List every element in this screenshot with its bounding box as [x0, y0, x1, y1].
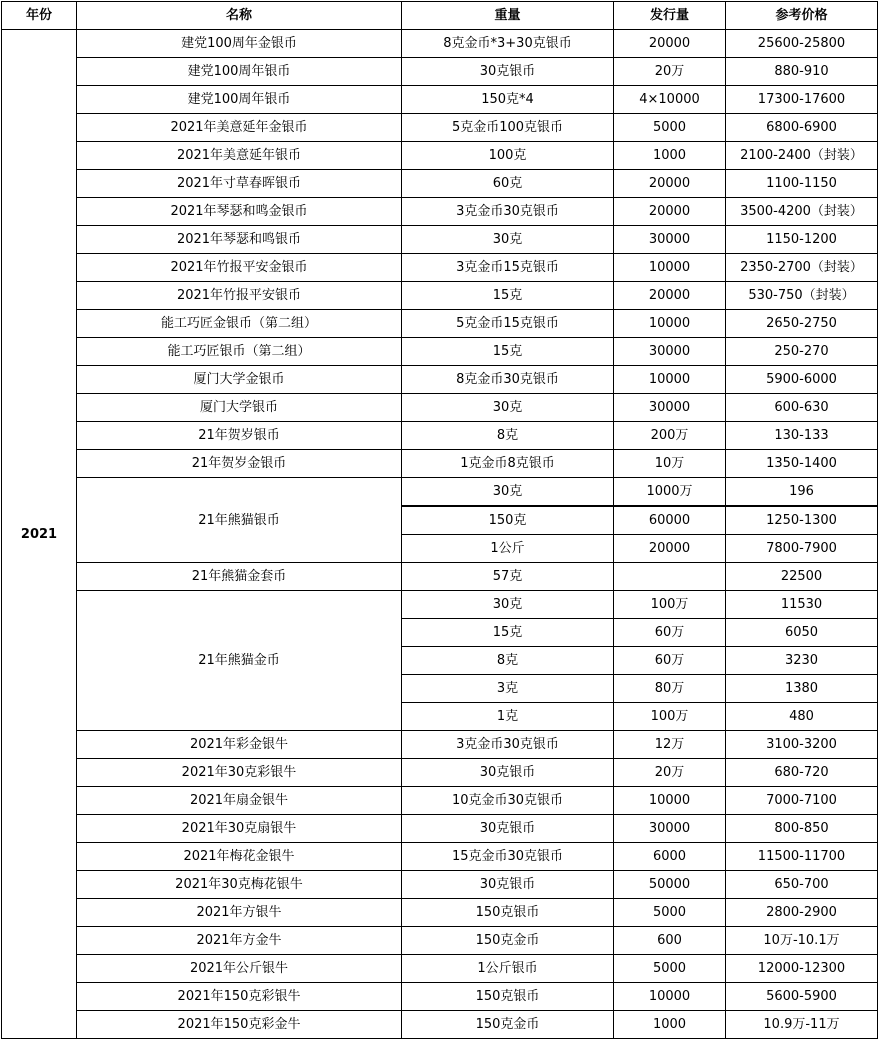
coin-price-cell: 480	[726, 703, 878, 731]
coin-weight-cell: 1公斤	[402, 535, 614, 563]
coin-mintage-cell: 10000	[614, 254, 726, 282]
coin-price-cell: 196	[726, 478, 878, 507]
coin-name-cell: 2021年30克梅花银牛	[77, 871, 402, 899]
coin-name-cell: 建党100周年银币	[77, 86, 402, 114]
coin-price-cell: 2800-2900	[726, 899, 878, 927]
coin-name-cell: 2021年彩金银牛	[77, 731, 402, 759]
coin-weight-cell: 8克	[402, 647, 614, 675]
table-row	[2, 843, 878, 871]
coin-weight-cell: 3克	[402, 675, 614, 703]
coin-price-cell: 7800-7900	[726, 535, 878, 563]
coin-price-cell: 7000-7100	[726, 787, 878, 815]
coin-price-cell: 3230	[726, 647, 878, 675]
coin-mintage-cell: 10000	[614, 787, 726, 815]
table-row	[2, 815, 878, 843]
table-row	[2, 731, 878, 759]
table-header-row	[2, 2, 878, 30]
table-row	[2, 254, 878, 282]
coin-price-cell: 5600-5900	[726, 983, 878, 1011]
coin-name-cell: 能工巧匠银币（第二组）	[77, 338, 402, 366]
coin-price-table	[1, 1, 878, 1039]
table-row	[2, 310, 878, 338]
coin-mintage-cell: 1000	[614, 142, 726, 170]
coin-weight-cell: 1克	[402, 703, 614, 731]
coin-weight-cell: 5克金币100克银币	[402, 114, 614, 142]
coin-mintage-cell: 6000	[614, 843, 726, 871]
coin-weight-cell: 150克金币	[402, 1011, 614, 1039]
table-body	[2, 30, 878, 1039]
coin-name-cell: 建党100周年金银币	[77, 30, 402, 58]
coin-price-cell: 2100-2400（封装）	[726, 142, 878, 170]
table-row	[2, 114, 878, 142]
coin-weight-cell: 30克	[402, 226, 614, 254]
coin-name-cell: 2021年扇金银牛	[77, 787, 402, 815]
coin-name-cell: 21年熊猫金套币	[77, 563, 402, 591]
coin-mintage-cell: 30000	[614, 815, 726, 843]
table-row	[2, 983, 878, 1011]
coin-price-cell: 530-750（封装）	[726, 282, 878, 310]
coin-price-cell: 800-850	[726, 815, 878, 843]
coin-weight-cell: 3克金币30克银币	[402, 731, 614, 759]
coin-name-cell: 21年熊猫金币	[77, 591, 402, 731]
coin-mintage-cell: 10000	[614, 310, 726, 338]
coin-price-cell: 25600-25800	[726, 30, 878, 58]
coin-price-cell: 3100-3200	[726, 731, 878, 759]
coin-price-cell: 880-910	[726, 58, 878, 86]
coin-price-cell: 6800-6900	[726, 114, 878, 142]
coin-price-cell: 130-133	[726, 422, 878, 450]
coin-mintage-cell: 5000	[614, 899, 726, 927]
table-row	[2, 422, 878, 450]
coin-weight-cell: 150克银币	[402, 899, 614, 927]
coin-price-cell: 1380	[726, 675, 878, 703]
coin-mintage-cell: 1000万	[614, 478, 726, 507]
coin-name-cell: 2021年方银牛	[77, 899, 402, 927]
coin-weight-cell: 30克	[402, 478, 614, 507]
coin-mintage-cell: 100万	[614, 591, 726, 619]
coin-mintage-cell: 50000	[614, 871, 726, 899]
coin-weight-cell: 5克金币15克银币	[402, 310, 614, 338]
table-row	[2, 927, 878, 955]
coin-mintage-cell: 60000	[614, 506, 726, 535]
coin-weight-cell: 15克	[402, 282, 614, 310]
table-row	[2, 563, 878, 591]
coin-name-cell: 2021年150克彩金牛	[77, 1011, 402, 1039]
coin-weight-cell: 30克银币	[402, 759, 614, 787]
coin-mintage-cell: 100万	[614, 703, 726, 731]
coin-price-cell: 1250-1300	[726, 506, 878, 535]
table-row	[2, 394, 878, 422]
coin-mintage-cell: 30000	[614, 226, 726, 254]
coin-name-cell: 2021年30克扇银牛	[77, 815, 402, 843]
coin-weight-cell: 10克金币30克银币	[402, 787, 614, 815]
coin-price-cell: 2350-2700（封装）	[726, 254, 878, 282]
coin-price-cell: 10.9万-11万	[726, 1011, 878, 1039]
coin-name-cell: 21年贺岁银币	[77, 422, 402, 450]
header-year: 年份	[2, 2, 77, 30]
coin-name-cell: 2021年美意延年金银币	[77, 114, 402, 142]
coin-weight-cell: 60克	[402, 170, 614, 198]
coin-mintage-cell: 200万	[614, 422, 726, 450]
coin-weight-cell: 30克	[402, 394, 614, 422]
table-row	[2, 787, 878, 815]
coin-weight-cell: 15克	[402, 619, 614, 647]
coin-price-cell: 17300-17600	[726, 86, 878, 114]
coin-mintage-cell: 4×10000	[614, 86, 726, 114]
table-row	[2, 899, 878, 927]
year-cell: 2021	[2, 30, 77, 1039]
coin-name-cell: 2021年美意延年银币	[77, 142, 402, 170]
coin-price-cell: 600-630	[726, 394, 878, 422]
coin-name-cell: 2021年150克彩银牛	[77, 983, 402, 1011]
table-row	[2, 86, 878, 114]
coin-price-cell: 11500-11700	[726, 843, 878, 871]
coin-weight-cell: 8克	[402, 422, 614, 450]
coin-weight-cell: 1公斤银币	[402, 955, 614, 983]
coin-mintage-cell	[614, 563, 726, 591]
coin-weight-cell: 150克*4	[402, 86, 614, 114]
coin-weight-cell: 3克金币30克银币	[402, 198, 614, 226]
header-price: 参考价格	[726, 2, 878, 30]
coin-weight-cell: 15克	[402, 338, 614, 366]
coin-price-cell: 11530	[726, 591, 878, 619]
table-row	[2, 759, 878, 787]
coin-mintage-cell: 20000	[614, 30, 726, 58]
coin-mintage-cell: 10万	[614, 450, 726, 478]
coin-price-cell: 10万-10.1万	[726, 927, 878, 955]
coin-mintage-cell: 20万	[614, 759, 726, 787]
table-row	[2, 366, 878, 394]
coin-price-cell: 1150-1200	[726, 226, 878, 254]
coin-price-cell: 1100-1150	[726, 170, 878, 198]
coin-mintage-cell: 1000	[614, 1011, 726, 1039]
coin-name-cell: 2021年琴瑟和鸣银币	[77, 226, 402, 254]
coin-weight-cell: 30克银币	[402, 815, 614, 843]
coin-weight-cell: 30克	[402, 591, 614, 619]
coin-name-cell: 2021年寸草春晖银币	[77, 170, 402, 198]
coin-price-cell: 3500-4200（封装）	[726, 198, 878, 226]
coin-price-cell: 250-270	[726, 338, 878, 366]
coin-mintage-cell: 30000	[614, 394, 726, 422]
coin-mintage-cell: 12万	[614, 731, 726, 759]
coin-weight-cell: 150克	[402, 506, 614, 535]
coin-mintage-cell: 20000	[614, 198, 726, 226]
coin-price-cell: 1350-1400	[726, 450, 878, 478]
coin-name-cell: 厦门大学银币	[77, 394, 402, 422]
coin-name-cell: 2021年30克彩银牛	[77, 759, 402, 787]
coin-weight-cell: 150克银币	[402, 983, 614, 1011]
coin-weight-cell: 100克	[402, 142, 614, 170]
coin-name-cell: 2021年竹报平安金银币	[77, 254, 402, 282]
coin-name-cell: 2021年公斤银牛	[77, 955, 402, 983]
coin-name-cell: 21年贺岁金银币	[77, 450, 402, 478]
coin-name-cell: 能工巧匠金银币（第二组）	[77, 310, 402, 338]
coin-weight-cell: 57克	[402, 563, 614, 591]
coin-price-cell: 22500	[726, 563, 878, 591]
coin-mintage-cell: 20000	[614, 170, 726, 198]
table-row	[2, 450, 878, 478]
coin-weight-cell: 30克银币	[402, 871, 614, 899]
coin-price-cell: 12000-12300	[726, 955, 878, 983]
coin-mintage-cell: 5000	[614, 114, 726, 142]
coin-weight-cell: 3克金币15克银币	[402, 254, 614, 282]
coin-price-cell: 680-720	[726, 759, 878, 787]
coin-mintage-cell: 20000	[614, 282, 726, 310]
table-row	[2, 282, 878, 310]
coin-name-cell: 2021年方金牛	[77, 927, 402, 955]
coin-price-cell: 650-700	[726, 871, 878, 899]
header-weight: 重量	[402, 2, 614, 30]
table-row	[2, 338, 878, 366]
coin-mintage-cell: 60万	[614, 619, 726, 647]
coin-mintage-cell: 20000	[614, 535, 726, 563]
coin-mintage-cell: 80万	[614, 675, 726, 703]
coin-name-cell: 建党100周年银币	[77, 58, 402, 86]
table-row	[2, 871, 878, 899]
coin-name-cell: 2021年梅花金银牛	[77, 843, 402, 871]
coin-weight-cell: 1克金币8克银币	[402, 450, 614, 478]
coin-price-cell: 5900-6000	[726, 366, 878, 394]
table-row	[2, 198, 878, 226]
table-row	[2, 955, 878, 983]
coin-weight-cell: 15克金币30克银币	[402, 843, 614, 871]
coin-weight-cell: 30克银币	[402, 58, 614, 86]
coin-weight-cell: 150克金币	[402, 927, 614, 955]
coin-mintage-cell: 60万	[614, 647, 726, 675]
table-row	[2, 142, 878, 170]
table-row	[2, 30, 878, 58]
coin-price-cell: 2650-2750	[726, 310, 878, 338]
coin-price-cell: 6050	[726, 619, 878, 647]
table-row	[2, 170, 878, 198]
coin-name-cell: 2021年竹报平安银币	[77, 282, 402, 310]
coin-mintage-cell: 600	[614, 927, 726, 955]
coin-weight-cell: 8克金币*3+30克银币	[402, 30, 614, 58]
table-row	[2, 1011, 878, 1039]
coin-mintage-cell: 20万	[614, 58, 726, 86]
coin-name-cell: 厦门大学金银币	[77, 366, 402, 394]
header-name: 名称	[77, 2, 402, 30]
coin-mintage-cell: 5000	[614, 955, 726, 983]
table-row	[2, 226, 878, 254]
coin-name-cell: 2021年琴瑟和鸣金银币	[77, 198, 402, 226]
coin-mintage-cell: 10000	[614, 983, 726, 1011]
table-row	[2, 478, 878, 507]
coin-mintage-cell: 30000	[614, 338, 726, 366]
coin-name-cell: 21年熊猫银币	[77, 478, 402, 563]
coin-weight-cell: 8克金币30克银币	[402, 366, 614, 394]
header-mintage: 发行量	[614, 2, 726, 30]
table-row	[2, 58, 878, 86]
table-row	[2, 591, 878, 619]
coin-mintage-cell: 10000	[614, 366, 726, 394]
